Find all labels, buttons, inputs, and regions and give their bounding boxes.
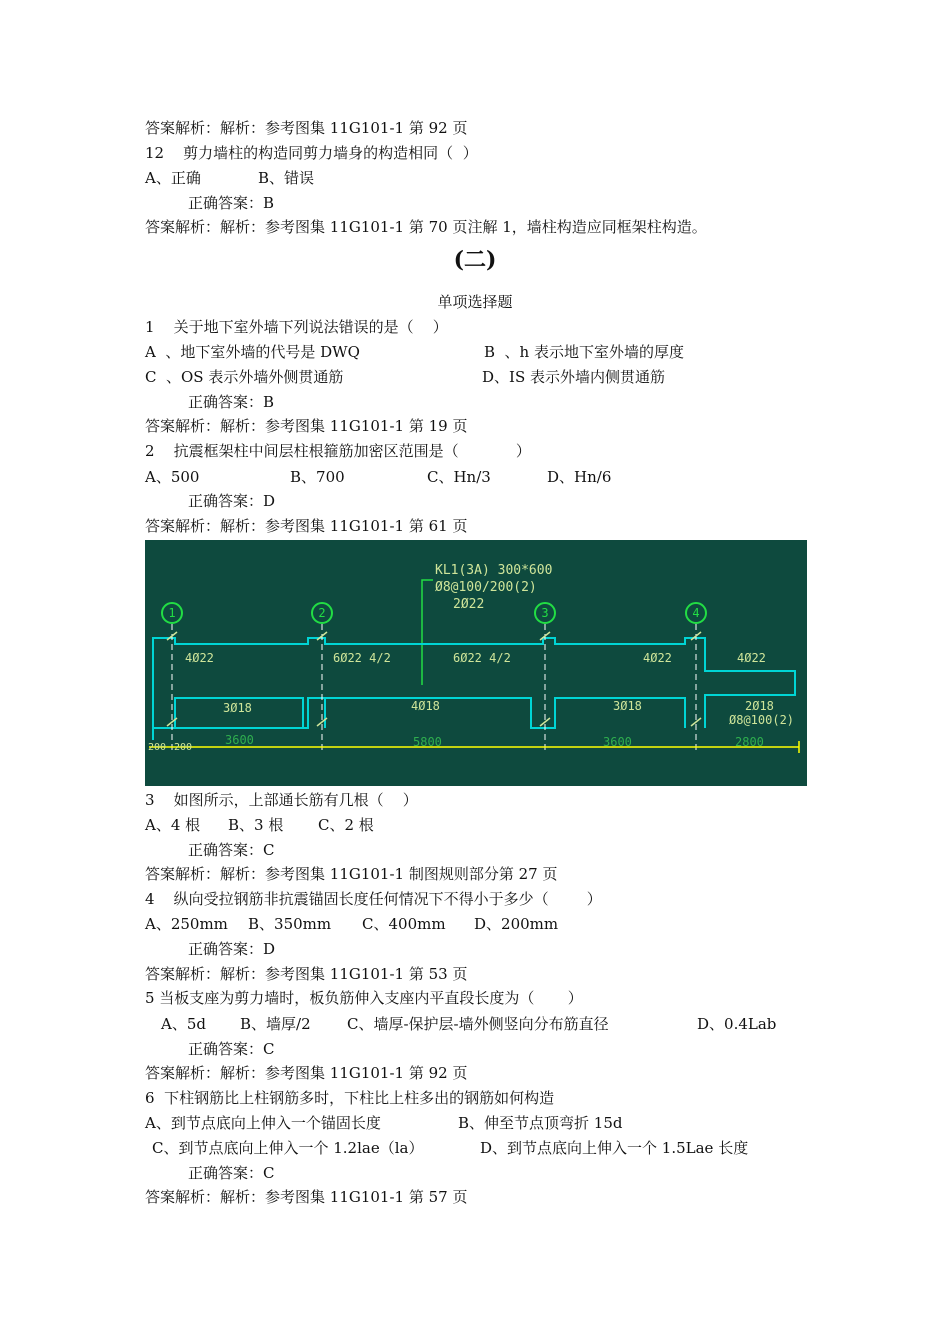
answer-text: 正确答案：D [188,492,276,510]
bottom-bar-label: 4Ø18 [411,699,440,713]
option-b: B、伸至节点顶弯折 15d [458,1114,623,1132]
analysis-text: 答案解析：解析：参考图集 11G101-1 第 61 页 [145,517,468,535]
axis-label-2: 2 [318,606,326,620]
option-b: B、3 根 [228,816,284,834]
option-d: D、IS 表示外墙内侧贯通筋 [482,368,665,386]
question-6: 6 下柱钢筋比上柱钢筋多时，下柱比上柱多出的钢筋如何构造 [145,1089,555,1107]
section-subheading: 单项选择题 [437,293,513,311]
option-a: A 、地下室外墙的代号是 DWQ [145,343,360,361]
answer-text: 正确答案：C [188,1040,275,1058]
top-bar-labels [185,651,766,665]
beam-label-line-1: KL1(3A) 300*600 [435,563,553,578]
analysis-text: 答案解析：解析：参考图集 11G101-1 制图规则部分第 27 页 [145,865,558,883]
span-dimension: 3600 [603,735,632,749]
top-bar-label: 6Ø22 4/2 [453,651,511,665]
option-b: B 、h 表示地下室外墙的厚度 [484,343,684,361]
axis-label-3: 3 [541,606,549,620]
section-heading: (二) [453,247,497,273]
answer-text: 正确答案：C [188,841,275,859]
option-b: B、墙厚/2 [240,1015,311,1033]
bottom-bar-label: 3Ø18 [223,701,252,715]
bottom-bar-label: 3Ø18 [613,699,642,713]
axis-bubbles [162,603,706,623]
beam-diagram-svg [145,540,807,786]
span-dimension: 3600 [225,733,254,747]
option-c: C、墙厚-保护层-墙外侧竖向分布筋直径 [347,1015,609,1033]
option-a: A、到节点底向上伸入一个锚固长度 [145,1114,381,1132]
option-c: C、到节点底向上伸入一个 1.2lae（la） [152,1139,424,1157]
answer-text: 正确答案：D [188,940,276,958]
option-a: A、250mm [145,915,228,933]
question-5: 5 当板支座为剪力墙时，板负筋伸入支座内平直段长度为（ ） [145,989,583,1007]
analysis-text: 答案解析：解析：参考图集 11G101-1 第 92 页 [145,119,468,137]
analysis-text: 答案解析：解析：参考图集 11G101-1 第 92 页 [145,1064,468,1082]
axis-label-4: 4 [692,606,700,620]
edge-dimension: 200 [148,742,167,753]
axis-labels [168,606,699,620]
option-a: A、正确 [145,169,201,187]
option-c: C、400mm [362,915,446,933]
option-a: A、4 根 [145,816,201,834]
answer-text: 正确答案：C [188,1164,275,1182]
bottom-bar-label: 2Ø18 [745,699,774,713]
option-c: C、Hn/3 [427,468,491,486]
analysis-text: 答案解析：解析：参考图集 11G101-1 第 53 页 [145,965,468,983]
analysis-text: 答案解析：解析：参考图集 11G101-1 第 57 页 [145,1188,468,1206]
option-a: A、5d [161,1015,206,1033]
edge-dimension: 200 [174,742,193,753]
analysis-text: 答案解析：解析：参考图集 11G101-1 第 19 页 [145,417,468,435]
analysis-text: 答案解析：解析：参考图集 11G101-1 第 70 页注解 1，墙柱构造应同框架柱构造。 [145,218,707,236]
beam-label-leader [422,580,433,685]
axis-label-1: 1 [168,606,176,620]
option-c: C 、OS 表示外墙外侧贯通筋 [145,368,344,386]
span-dimension: 2800 [735,735,764,749]
top-bar-label: 4Ø22 [643,651,672,665]
top-bar-label: 4Ø22 [737,651,766,665]
stirrup-label: Ø8@100(2) [729,713,795,727]
top-bar-label: 4Ø22 [185,651,214,665]
option-a: A、500 [145,468,200,486]
option-b: B、700 [290,468,345,486]
beam-label [435,563,552,612]
option-d: D、200mm [474,915,559,933]
question-3: 3 如图所示，上部通长筋有几根（ ） [145,791,418,809]
question-12: 12 剪力墙柱的构造同剪力墙身的构造相同（ ） [145,144,478,162]
span-dimension: 5800 [413,735,442,749]
beam-label-line-2: Ø8@100/200(2) [435,580,537,595]
option-d: D、Hn/6 [547,468,612,486]
answer-text: 正确答案：B [188,194,275,212]
top-bar-label: 6Ø22 4/2 [333,651,391,665]
question-4: 4 纵向受拉钢筋非抗震锚固长度任何情况下不得小于多少（ ） [145,890,602,908]
beam-diagram [145,540,807,786]
question-1: 1 关于地下室外墙下列说法错误的是（ ） [145,318,448,336]
question-2: 2 抗震框架柱中间层柱根箍筋加密区范围是（ ） [145,442,531,460]
option-d: D、到节点底向上伸入一个 1.5Lae 长度 [480,1139,749,1157]
beam-label-line-3: 2Ø22 [453,597,485,612]
option-d: D、0.4Lab [697,1015,777,1033]
answer-text: 正确答案：B [188,393,275,411]
option-c: C、2 根 [318,816,374,834]
option-b: B、错误 [258,169,315,187]
option-b: B、350mm [248,915,332,933]
